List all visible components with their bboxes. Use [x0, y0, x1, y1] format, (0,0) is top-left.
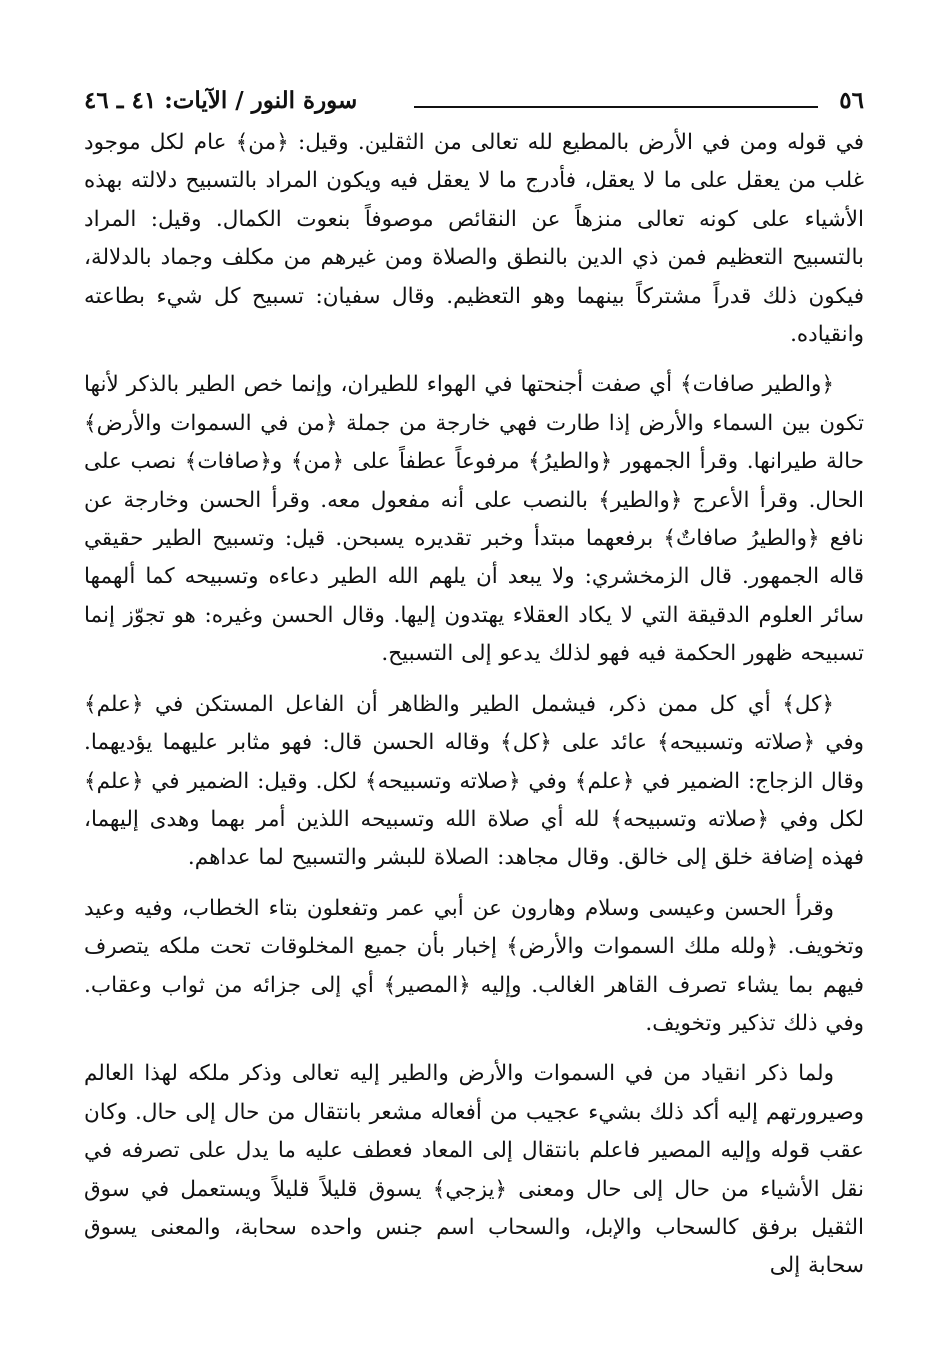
paragraph-3: ﴿كل﴾ أي كل ممن ذكر، فيشمل الطير والظاهر أن الفاعل المستكن في ﴿علم﴾ وفي ﴿صلاته وتسبيحه﴾ عائد على ﴿كل﴾ وقاله الحسن قال: فهو مثابر عليهما يؤديهما. وقال الزجاج: الضمير في ﴿علم﴾ وفي ﴿صلاته وتسبيحه﴾ لكل. وقيل: الضمير في ﴿علم﴾ لكل وفي ﴿صلاته وتسبيحه﴾ لله أي صلاة الله وتسبيحه اللذين أمر بهما وهدى إليهما، فهذه إضافة خلق إلى خالق. وقال مجاهد: الصلاة للبشر والتسبيح لما عداهم.	[84, 691, 864, 871]
page-number: ٥٦	[839, 87, 864, 114]
paragraph-5: ولما ذكر انقياد من في السموات والأرض والطير إليه تعالى وذكر ملكه لهذا العالم وصيرورتهم إليه أكد ذلك بشيء عجيب من أفعاله مشعر بانتقال من حال إلى حال. وكان عقب قوله وإليه المصير فاعلم بانتقال إلى المعاد فعطف عليه ما يدل على تصرفه في نقل الأشياء من حال إلى حال ومعنى ﴿يزجي﴾ يسوق قليلاً قليلاً ويستعمل في سوق الثقيل برفق كالسحاب والإبل، والسحاب اسم جنس واحده سحابة، والمعنى يسوق سحابة إلى	[84, 1061, 864, 1279]
surah-title: سورة النور / الآيات: ٤١ ـ ٤٦	[84, 87, 358, 114]
header-rule	[414, 106, 818, 108]
book-page	[84, 84, 864, 1286]
paragraph-4: وقرأ الحسن وعيسى وسلام وهارون عن أبي عمر وتفعلون بتاء الخطاب، وفيه وعيد وتخويف. ﴿ولله ملك السموات والأرض﴾ إخبار بأن جميع المخلوقات تحت ملكه يتصرف فيهم بما يشاء تصرف القاهر الغالب. وإليه ﴿المصير﴾ أي إلى جزائه من ثواب وعقاب. وفي ذلك تذكير وتخويف.	[84, 895, 864, 1036]
paragraph-2: ﴿والطير صافات﴾ أي صفت أجنحتها في الهواء للطيران، وإنما خص الطير بالذكر لأنها تكون بين السماء والأرض إذا طارت فهي خارجة من جملة ﴿من في السموات والأرض﴾ حالة طيرانها. وقرأ الجمهور ﴿والطيرُ﴾ مرفوعاً عطفاً على ﴿من﴾ و﴿صافات﴾ نصب على الحال. وقرأ الأعرج ﴿والطير﴾ بالنصب على أنه مفعول معه. وقرأ الحسن وخارجة عن نافع ﴿والطيرُ صافاتٌ﴾ برفعهما مبتدأ وخبر تقديره يسبحن. قيل: وتسبيح الطير حقيقي قاله الجمهور. قال الزمخشري: ولا يبعد أن يلهم الله الطير دعاءه وتسبيحه كما ألهمها سائر العلوم الدقيقة التي لا يكاد العقلاء يهتدون إليها. وقال الحسن وغيره: هو تجوّز إنما تسبيحه ظهور الحكمة فيه فهو لذلك يدعو إلى التسبيح.	[84, 372, 864, 667]
paragraph-1: في قوله ومن في الأرض بالمطيع لله تعالى من الثقلين. وقيل: ﴿من﴾ عام لكل موجود غلب من يعقل على ما لا يعقل، فأدرج ما لا يعقل فيه ويكون المراد بالتسبيح دلالته بهذه الأشياء على كونه تعالى منزهاً عن النقائص موصوفاً بنعوت الكمال. وقيل: المراد بالتسبيح التعظيم فمن ذي الدين بالنطق والصلاة ومن غيرهم من مكلف وجماد بالدلالة، فيكون ذلك قدراً مشتركاً بينهما وهو التعظيم. وقال سفيان: تسبيح كل شيء بطاعته وانقياده.	[84, 130, 864, 348]
running-header	[84, 84, 864, 118]
page-body	[84, 124, 864, 1286]
